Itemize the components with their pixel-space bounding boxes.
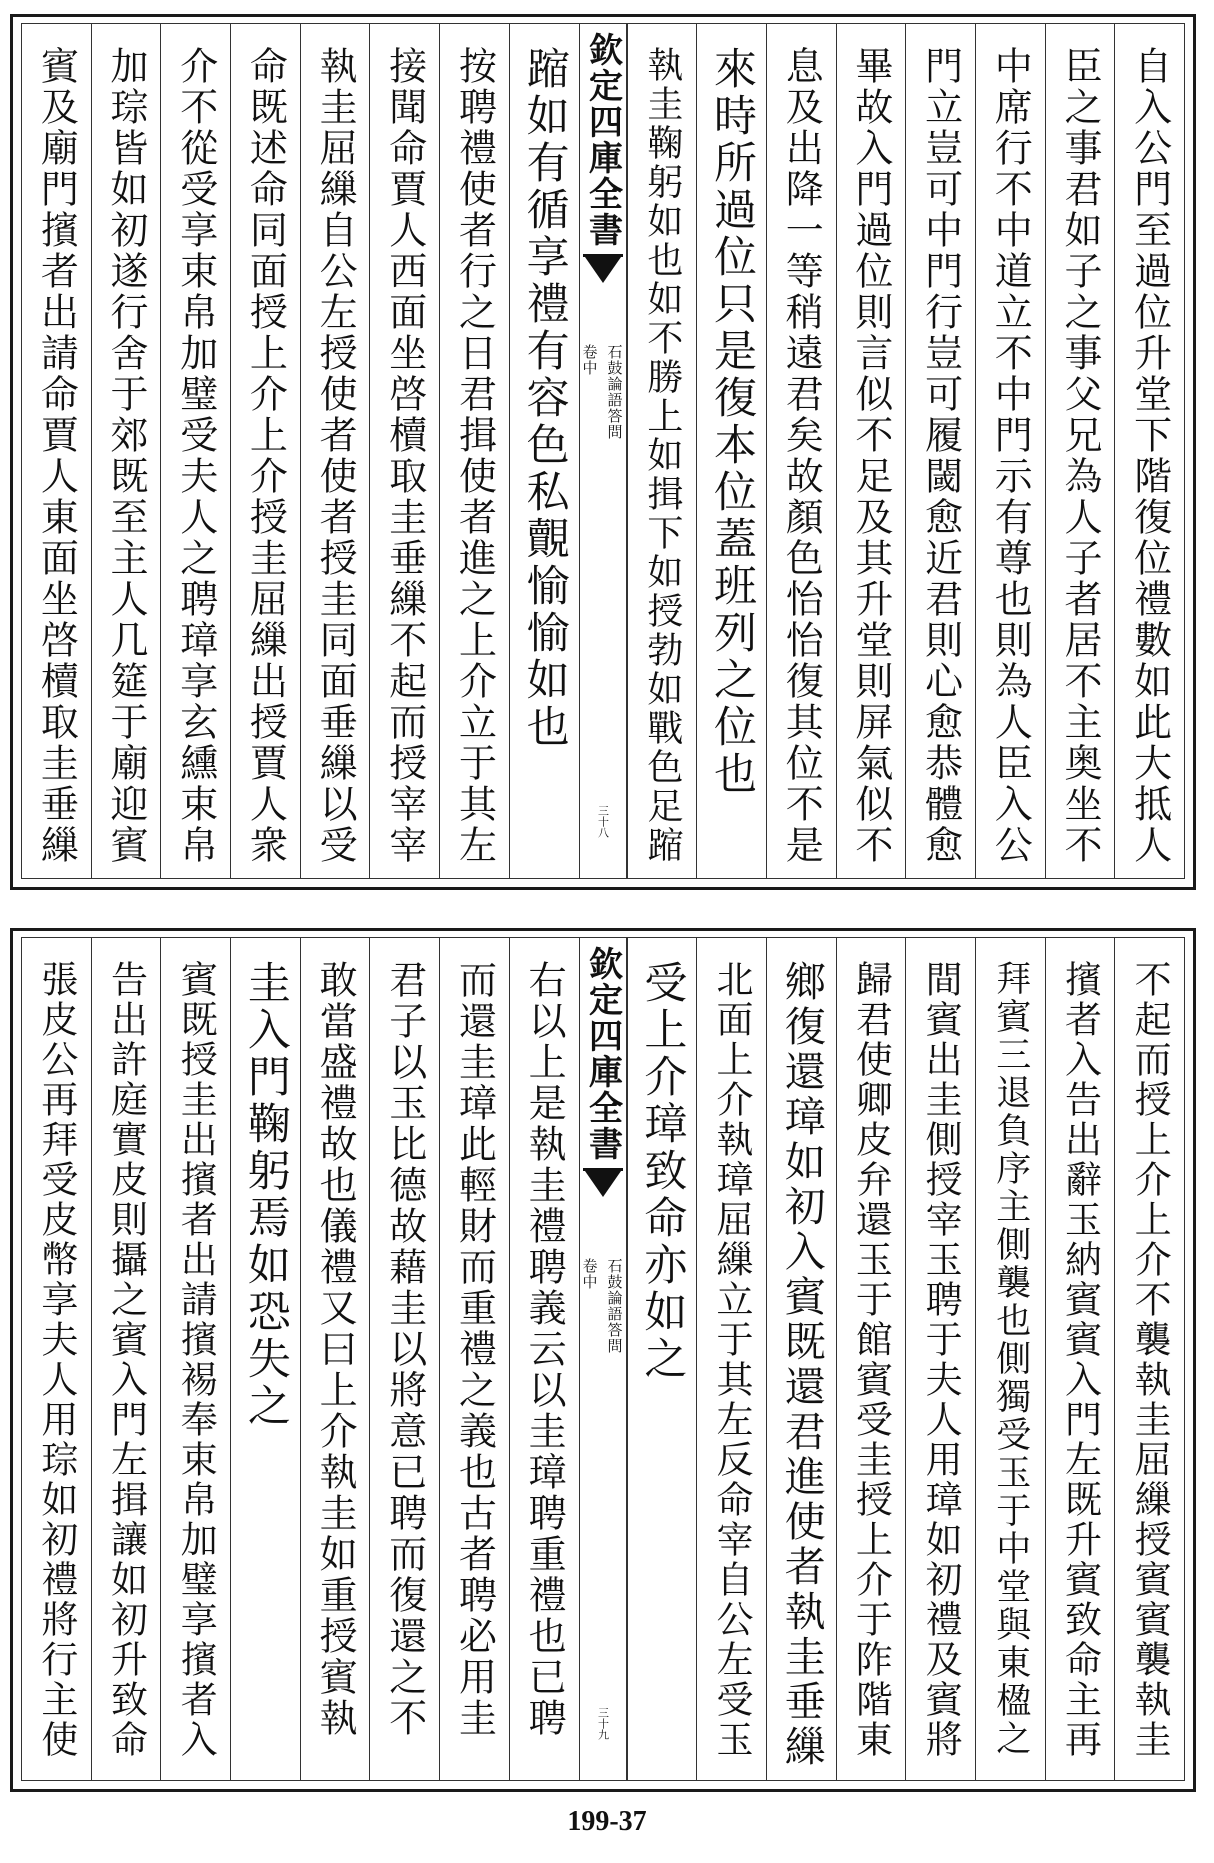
text-column: 畢故入門過位則言似不足及其升堂則屏氣似不 bbox=[836, 24, 906, 878]
leaf-number: 三十九 bbox=[596, 1707, 610, 1740]
text-column: 而還圭璋此輕財而重禮之義也古者聘必用圭 bbox=[439, 938, 509, 1780]
text-column: 敢當盛禮故也儀禮又曰上介執圭如重授賓執 bbox=[300, 938, 370, 1780]
text-column: 賓既授圭出擯者出請擯裼奉束帛加璧享擯者入 bbox=[160, 938, 230, 1780]
text-column: 加琮皆如初遂行舍于郊既至主人几筵于廟迎賓 bbox=[91, 24, 161, 878]
text-columns bbox=[22, 24, 1184, 878]
text-column: 門立豈可中門行豈可履閾愈近君則心愈恭體愈 bbox=[905, 24, 975, 878]
text-column: 擯者入告出辭玉納賓賓入門左既升賓致命主再 bbox=[1045, 938, 1115, 1780]
fish-tail-mark bbox=[583, 254, 623, 309]
text-column: 張皮公再拜受皮幣享夫人用琮如初禮將行主使 bbox=[34, 960, 78, 1760]
text-column: 鄉復還璋如初入賓既還君進使者執圭垂繅 bbox=[766, 938, 836, 1780]
book-title: 欽定四庫全書 bbox=[582, 946, 623, 1162]
text-column: 不起而授上介上介不襲執圭屈繅授賓賓襲執圭 bbox=[1114, 938, 1184, 1780]
text-column: 圭入門鞠躬焉如恐失之 bbox=[230, 938, 300, 1780]
page-frame bbox=[21, 937, 1185, 1781]
page-panel-bottom bbox=[10, 928, 1196, 1792]
text-columns bbox=[22, 938, 1184, 1780]
text-column: 執圭屈繅自公左授使者使者授圭同面垂繅以受 bbox=[300, 24, 370, 878]
book-subtitle bbox=[580, 1258, 626, 1354]
text-column: 歸君使卿皮弁還玉于館賓受圭授上介于阼階東 bbox=[836, 938, 906, 1780]
text-column: 蹜如有循享禮有容色私覿愉愉如也 bbox=[509, 24, 579, 878]
text-column: 來時所過位只是復本位蓋班列之位也 bbox=[696, 24, 766, 878]
text-column: 命既述命同面授上介上介授圭屈繅出授賈人衆 bbox=[230, 24, 300, 878]
book-name: 石鼓論語答問 bbox=[605, 1258, 624, 1354]
text-column: 拜賓三退負序主側襲也側獨受玉于中堂與東楹之 bbox=[975, 938, 1045, 1780]
text-column: 介不從受享束帛加璧受夫人之聘璋享玄纁束帛 bbox=[160, 24, 230, 878]
text-column: 北面上介執璋屈繅立于其左反命宰自公左受玉 bbox=[696, 938, 766, 1780]
center-fold-band bbox=[579, 24, 627, 878]
text-column: 間賓出圭側授宰玉聘于夫人用璋如初禮及賓將 bbox=[905, 938, 975, 1780]
page-number: 199-37 bbox=[567, 1806, 647, 1837]
text-column: 自入公門至過位升堂下階復位禮數如此大抵人 bbox=[1114, 24, 1184, 878]
center-fold-band bbox=[579, 938, 627, 1780]
book-title: 欽定四庫全書 bbox=[582, 32, 623, 248]
text-column: 右以上是執圭禮聘義云以圭璋聘重禮也已聘 bbox=[509, 938, 579, 1780]
text-column: 中席行不中道立不中門示有尊也則為人臣入公 bbox=[975, 24, 1045, 878]
text-column: 賓及廟門擯者出請命賈人東面坐啓櫝取圭垂繅 bbox=[34, 46, 79, 866]
text-column: 息及出降一等稍遠君矣故顏色怡怡復其位不是 bbox=[766, 24, 836, 878]
text-column: 執圭鞠躬如也如不勝上如揖下如授勃如戰色足蹜 bbox=[627, 24, 697, 878]
text-column: 告出許庭實皮則攝之賓入門左揖讓如初升致命 bbox=[91, 938, 161, 1780]
page-frame bbox=[21, 23, 1185, 879]
book-subtitle bbox=[580, 344, 626, 440]
fish-tail-mark bbox=[583, 1168, 623, 1223]
leaf-number: 三十八 bbox=[596, 805, 610, 838]
juan-label: 卷中 bbox=[580, 344, 599, 376]
page-panel-top bbox=[10, 14, 1196, 890]
text-column: 按聘禮使者行之日君揖使者進之上介立于其左 bbox=[439, 24, 509, 878]
book-name: 石鼓論語答問 bbox=[605, 344, 624, 440]
text-column: 接聞命賈人西面坐啓櫝取圭垂繅不起而授宰宰 bbox=[369, 24, 439, 878]
text-column: 受上介璋致命亦如之 bbox=[627, 938, 697, 1780]
text-column: 君子以玉比德故藉圭以將意已聘而復還之不 bbox=[369, 938, 439, 1780]
text-column: 臣之事君如子之事父兄為人子者居不主奥坐不 bbox=[1045, 24, 1115, 878]
juan-label: 卷中 bbox=[580, 1258, 599, 1290]
